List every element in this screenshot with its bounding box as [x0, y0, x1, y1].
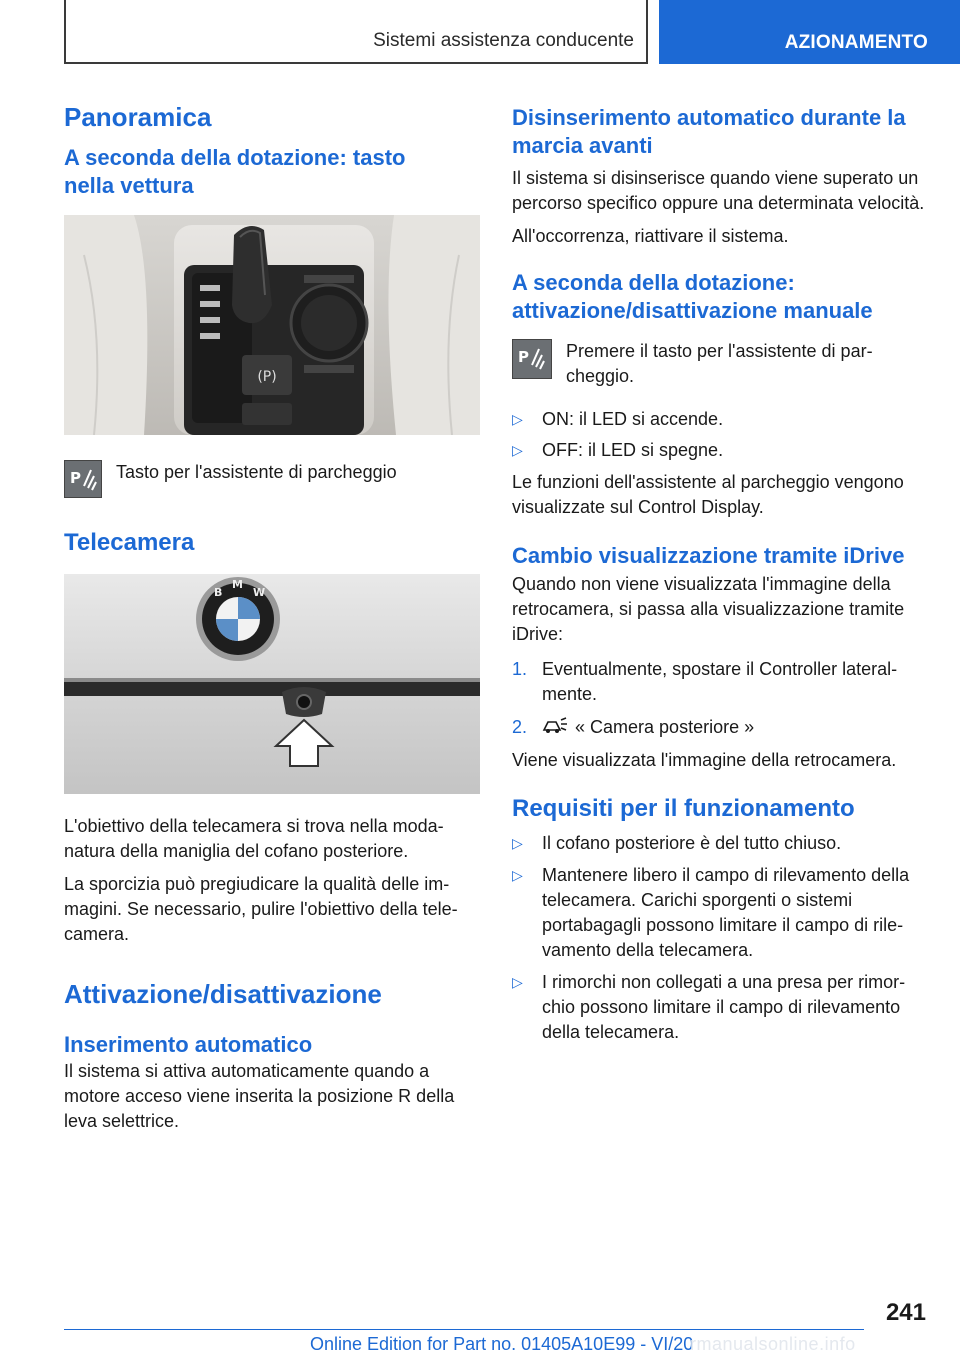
heading-requisiti: Requisiti per il funzionamento: [512, 794, 855, 822]
list-item: [512, 438, 928, 463]
para-viene: Viene visualizzata l'immagine della retrocamera.: [512, 749, 897, 770]
parking-assistant-icon: [64, 460, 102, 498]
list-item: [512, 863, 928, 963]
triangle-bullet-icon: ▷: [512, 411, 523, 427]
triangle-bullet-icon: ▷: [512, 866, 523, 883]
list-item: [512, 970, 928, 1045]
list-item: [512, 657, 928, 707]
step-text: Eventualmente, spostare il Controller lateral-mente.: [542, 659, 898, 704]
footer-edition: Online Edition for Part no. 01405A10E99 - VI/20: [310, 1334, 694, 1354]
requirements-list: [512, 831, 928, 1045]
step-text: « Camera posteriore »: [575, 717, 755, 737]
para-disinserimento: Il sistema si disinserisce quando viene superato un percorso specifico oppure una determinata velocità.: [512, 168, 925, 213]
header-chapter-tab: [659, 0, 960, 64]
console-photo: [64, 215, 480, 435]
svg-text:W: W: [253, 586, 266, 599]
svg-text:M: M: [232, 578, 243, 591]
steps-list: [512, 657, 928, 741]
right-column: [512, 100, 928, 1045]
parking-button-caption-row: [64, 460, 480, 498]
header-chapter-label: AZIONAMENTO: [784, 32, 928, 53]
page-number: 241: [885, 1299, 926, 1326]
req-item-text: I rimorchi non collegati a una presa per rimor-chio possono limitare il campo di rilevamento della telecamera.: [542, 971, 906, 1042]
heading-telecamera: Telecamera: [64, 529, 195, 556]
triangle-bullet-icon: ▷: [512, 973, 523, 990]
list-item: [512, 831, 928, 856]
footer-divider: [64, 1329, 864, 1330]
para-inserimento: Il sistema si attiva automaticamente quando a motore acceso viene inserita la posizione R della leva selettrice.: [64, 1061, 455, 1131]
premere-row: [512, 339, 928, 389]
list-item: [512, 715, 928, 741]
header-section-title: Sistemi assistenza conducente: [373, 30, 634, 51]
para-riattivare: All'occorrenza, riattivare il sistema.: [512, 226, 789, 246]
led-item-text: OFF: il LED si spegne.: [542, 440, 724, 460]
triangle-bullet-icon: ▷: [512, 442, 523, 458]
heading-inserimento: Inserimento automatico: [64, 1032, 313, 1057]
step-number: 1.: [512, 659, 528, 679]
rear-camera-photo: [64, 574, 480, 794]
req-item-text: Mantenere libero il campo di rilevamento della telecamera. Carichi sporgenti o sistemi portabagagli possono limitare il campo di rile-vamento della telecamera.: [542, 864, 910, 960]
svg-text:(P): (P): [257, 369, 277, 385]
footer-watermark: rmanualsonline.info: [690, 1334, 856, 1354]
para-premere: Premere il tasto per l'assistente di par-cheggio.: [566, 341, 873, 386]
list-item: [512, 407, 928, 432]
left-column: [64, 100, 480, 1134]
heading-disinserimento: Disinserimento automatico durante la marcia avanti: [512, 105, 906, 158]
heading-cambio: Cambio visualizzazione tramite iDrive: [512, 543, 905, 568]
req-item-text: Il cofano posteriore è del tutto chiuso.: [542, 832, 842, 853]
para-sporcizia: La sporcizia può pregiudicare la qualità delle im-magini. Se necessario, pulire l'obiettivo della tele-camera.: [64, 874, 458, 944]
para-quando: Quando non viene visualizzata l'immagine della retrocamera, si passa alla visualizzazione tramite iDrive:: [512, 574, 905, 644]
svg-text:P: P: [518, 348, 529, 366]
led-list: [512, 407, 928, 463]
heading-panoramica: Panoramica: [64, 102, 212, 132]
step-number: 2.: [512, 717, 528, 737]
heading-manuale: A seconda della dotazione: attivazione/disattivazione manuale: [512, 270, 873, 323]
para-obiettivo: L'obiettivo della telecamera si trova nella moda-natura della maniglia del cofano posteriore.: [64, 816, 444, 861]
svg-text:P: P: [70, 469, 81, 487]
parking-assistant-icon: [512, 339, 552, 379]
heading-attivazione: Attivazione/disattivazione: [64, 979, 382, 1009]
led-item-text: ON: il LED si accende.: [542, 409, 724, 429]
svg-text:B: B: [214, 586, 223, 599]
rear-camera-icon: [542, 716, 570, 741]
header-section-box: [64, 0, 648, 64]
parking-button-caption: Tasto per l'assistente di parcheggio: [116, 462, 397, 482]
heading-tasto-vettura: A seconda della dotazione: tasto nella vettura: [64, 145, 406, 198]
triangle-bullet-icon: ▷: [512, 834, 523, 851]
para-funzioni: Le funzioni dell'assistente al parcheggio vengono visualizzate sul Control Display.: [512, 472, 904, 517]
